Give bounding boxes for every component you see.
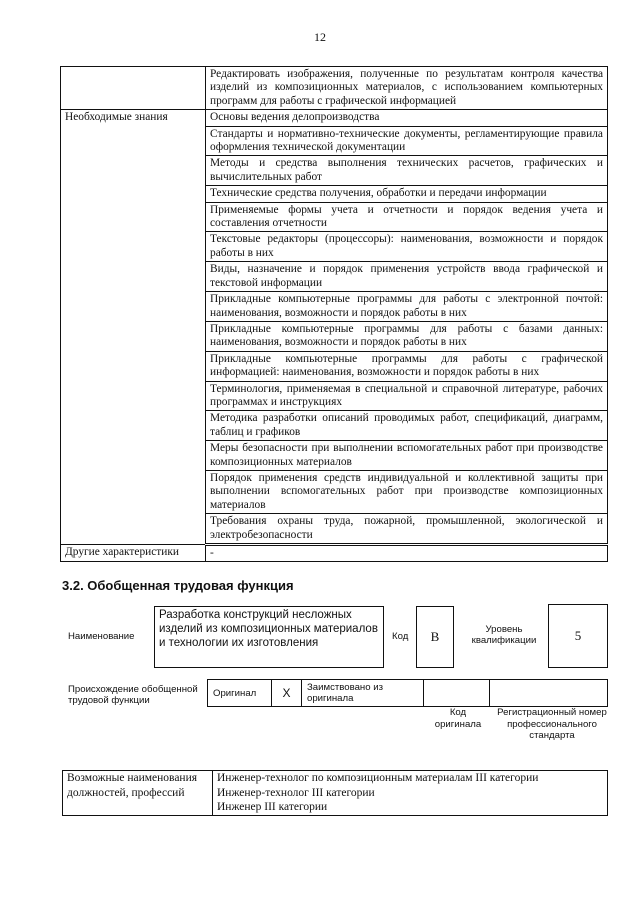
position-item: Инженер-технолог III категории [217,786,375,799]
knowledge-item: Методика разработки описаний проводимых работ, спецификаций, диаграмм, таблиц и графиков [206,411,608,441]
code-label: Код [392,631,409,642]
origin-table [207,679,608,707]
table-row [61,110,608,126]
knowledge-item: Прикладные компьютерные программы для работы с графической информацией: наименования, возможности и порядок работы в них [206,351,608,381]
position-item: Инженер III категории [217,801,328,814]
knowledge-item: Прикладные компьютерные программы для работы с базами данных: наименования, возможности и порядок работы в них [206,321,608,351]
other-characteristics-label: Другие характеристики [61,545,206,562]
origin-label: Происхождение обобщенной трудовой функции [68,684,198,706]
code-box: B [416,606,454,668]
knowledge-label: Необходимые знания [61,110,206,545]
knowledge-item: Меры безопасности при выполнении вспомогательных работ при производстве композиционных материалов [206,441,608,471]
knowledge-item: Прикладные компьютерные программы для работы с электронной почтой: наименования, возможности и порядок работы в них [206,292,608,322]
code-original-label: Код оригинала [434,707,482,730]
reg-number-cell [490,680,608,707]
positions-list [213,771,608,816]
knowledge-item: Технические средства получения, обработки и передачи информации [206,186,608,202]
knowledge-item: Терминология, применяемая в специальной и справочной литературе, рабочих программах и инструкциях [206,381,608,411]
position-item: Инженер-технолог по композиционным материалам III категории [217,772,539,784]
knowledge-item: Применяемые формы учета и отчетности и порядок ведения учета и составления отчетности [206,202,608,232]
section-title: 3.2. Обобщенная трудовая функция [62,578,294,593]
page-number: 12 [314,30,326,44]
qualification-level-box: 5 [548,604,608,668]
top-row-text: Редактировать изображения, полученные по результатам контроля качества изделий из композиционных материалов, с использованием компьютерных программ для работы с графической информацией [206,67,608,110]
positions-label: Возможные наименования должностей, профессий [63,771,213,816]
knowledge-item: Основы ведения делопроизводства [206,110,608,126]
function-name-box: Разработка конструкций несложных изделий из композиционных материалов и технологии их изготовления [154,606,384,668]
knowledge-item: Порядок применения средств индивидуальной и коллективной защиты при выполнении вспомогательных работ при производстве композиционных материалов [206,470,608,513]
name-label: Наименование [68,631,135,642]
positions-table [62,770,608,816]
knowledge-item: Виды, назначение и порядок применения устройств ввода графической и текстовой информации [206,262,608,292]
qualification-level-label: Уровень квалификации [471,624,537,646]
table-row [61,545,608,562]
knowledge-item: Стандарты и нормативно-технические документы, регламентирующие правила оформления технической документации [206,126,608,156]
original-label: Оригинал [208,680,272,707]
knowledge-item: Требования охраны труда, пожарной, промышленной, экологической и электробезопасности [206,514,608,545]
empty-cell [61,67,206,110]
reg-number-label: Регистрационный номер профессионального стандарта [497,707,607,742]
code-original-cell [424,680,490,707]
other-characteristics-value: - [206,545,608,562]
table-row [61,67,608,110]
knowledge-table [60,66,608,562]
borrowed-label: Заимствовано из оригинала [302,680,424,707]
knowledge-item: Текстовые редакторы (процессоры): наименования, возможности и порядок работы в них [206,232,608,262]
original-mark: X [272,680,302,707]
knowledge-item: Методы и средства выполнения технических расчетов, графических и вычислительных работ [206,156,608,186]
